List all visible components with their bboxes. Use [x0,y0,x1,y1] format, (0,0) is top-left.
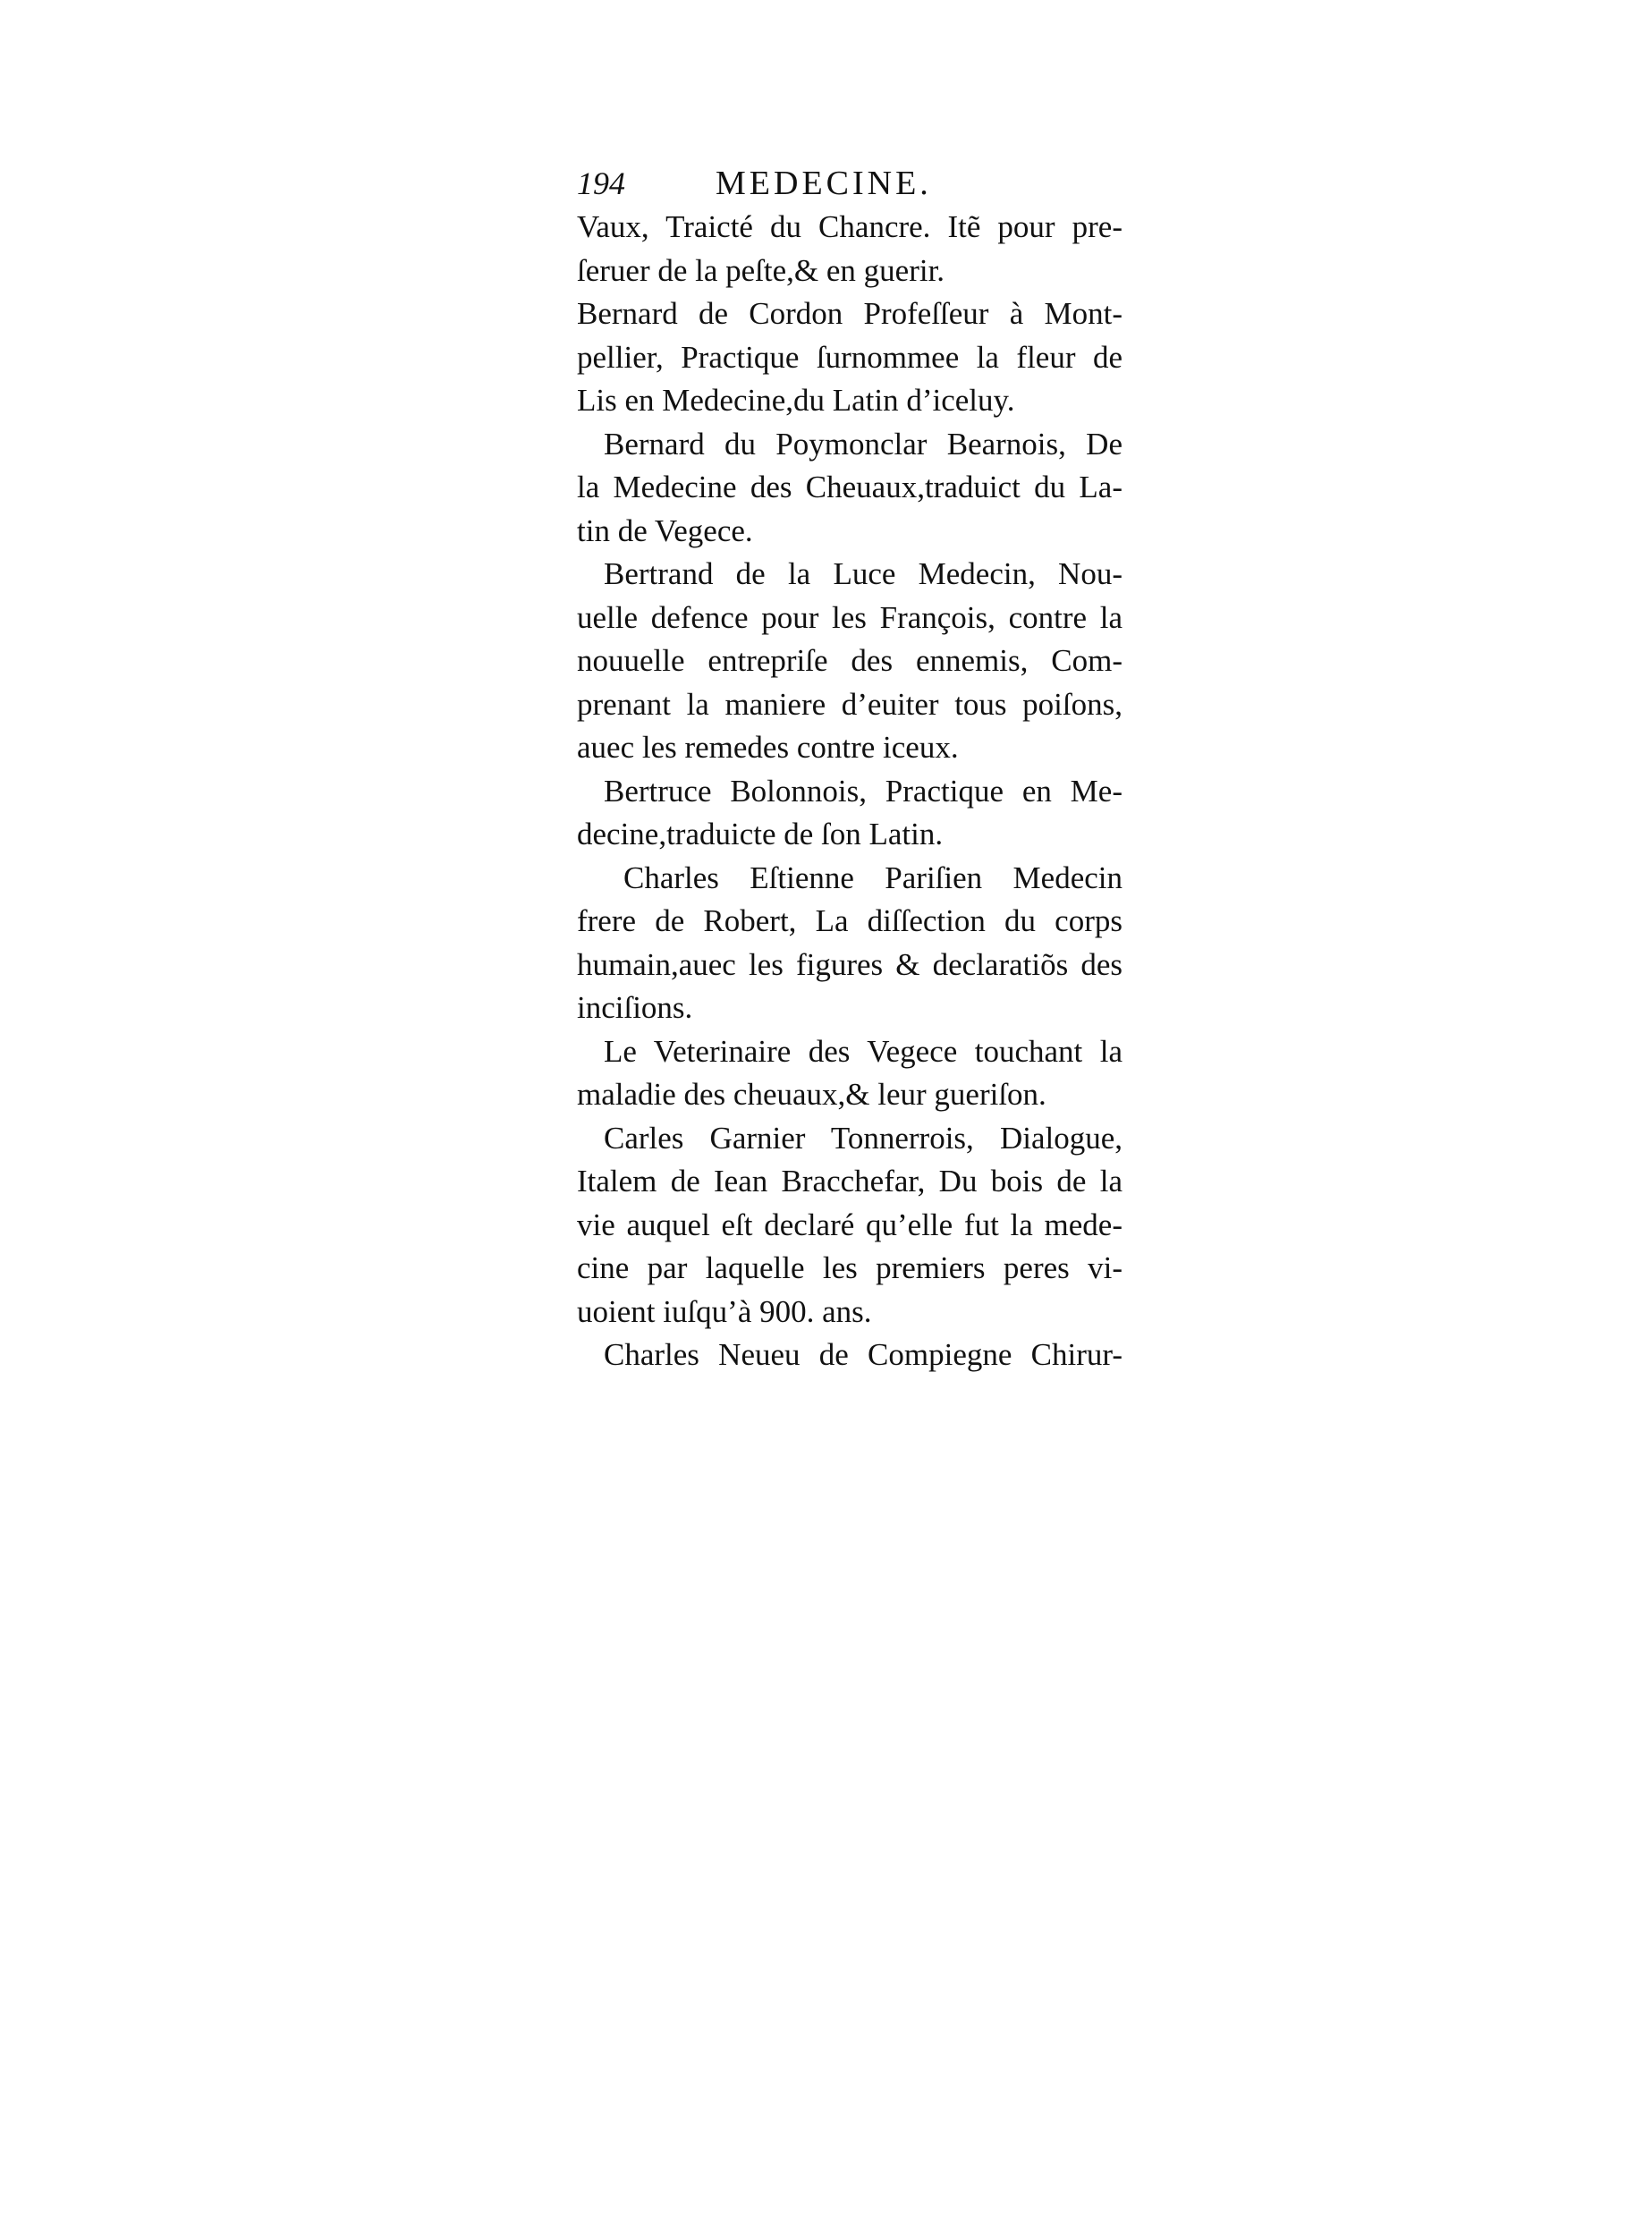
text-line: humain,auec les figures & declaratiõs des [577,946,1123,982]
text-line: tin de Vegece. [577,512,753,548]
text-line: frere de Robert, La diſſection du corps [577,903,1123,938]
text-line: decine,traduicte de ſon Latin. [577,817,944,851]
text-line: ſeruer de la peſte,& en guerir. [577,252,945,288]
text-line: Bertrand de la Luce Medecin, Nou- [604,556,1123,591]
text-line: Bertruce Bolonnois, Practique en Me- [604,773,1123,809]
text-line: uoient iuſqu’à 900. ans. [577,1293,872,1329]
text-line: Bernard de Cordon Profeſſeur à Mont- [577,296,1123,331]
text-line: Italem de Iean Bracchefar, Du bois de la [577,1164,1123,1198]
text-line: inciſions. [577,990,693,1025]
text-line: la Medecine des Cheuaux,traduict du La- [577,470,1123,504]
text-line: vie auquel eſt declaré qu’elle fut la mede- [577,1207,1123,1242]
text-line: Vaux, Traicté du Chancre. Itẽ pour pre- [577,209,1123,244]
text-line: maladie des cheuaux,& leur gueriſon. [577,1077,1046,1112]
text-block [577,161,1123,1377]
text-line: Charles Neueu de Compiegne Chirur- [604,1337,1123,1372]
text-line: Carles Garnier Tonnerrois, Dialogue, [604,1120,1123,1156]
text-line: pellier, Practique ſurnommee la fleur de [577,339,1123,375]
text-line: prenant la maniere d’euiter tous poiſons, [577,686,1123,722]
text-line: Charles Eſtienne Pariſien Medecin [623,860,1123,895]
text-line: nouuelle entrepriſe des ennemis, Com- [577,643,1123,678]
page-number: 194 [577,165,625,201]
text-line: Le Veterinaire des Vegece touchant la [604,1033,1123,1069]
text-line: cine par laquelle les premiers peres vi- [577,1250,1123,1285]
text-line: Bernard du Poymonclar Bearnois, De [604,426,1123,462]
running-head [577,161,1123,206]
text-line: Lis en Medecine,du Latin d’iceluy. [577,383,1015,418]
section-title: MEDECINE. [716,165,932,202]
text-line: auec les remedes contre iceux. [577,730,959,765]
text-line: uelle defence pour les François, contre la [577,599,1123,635]
